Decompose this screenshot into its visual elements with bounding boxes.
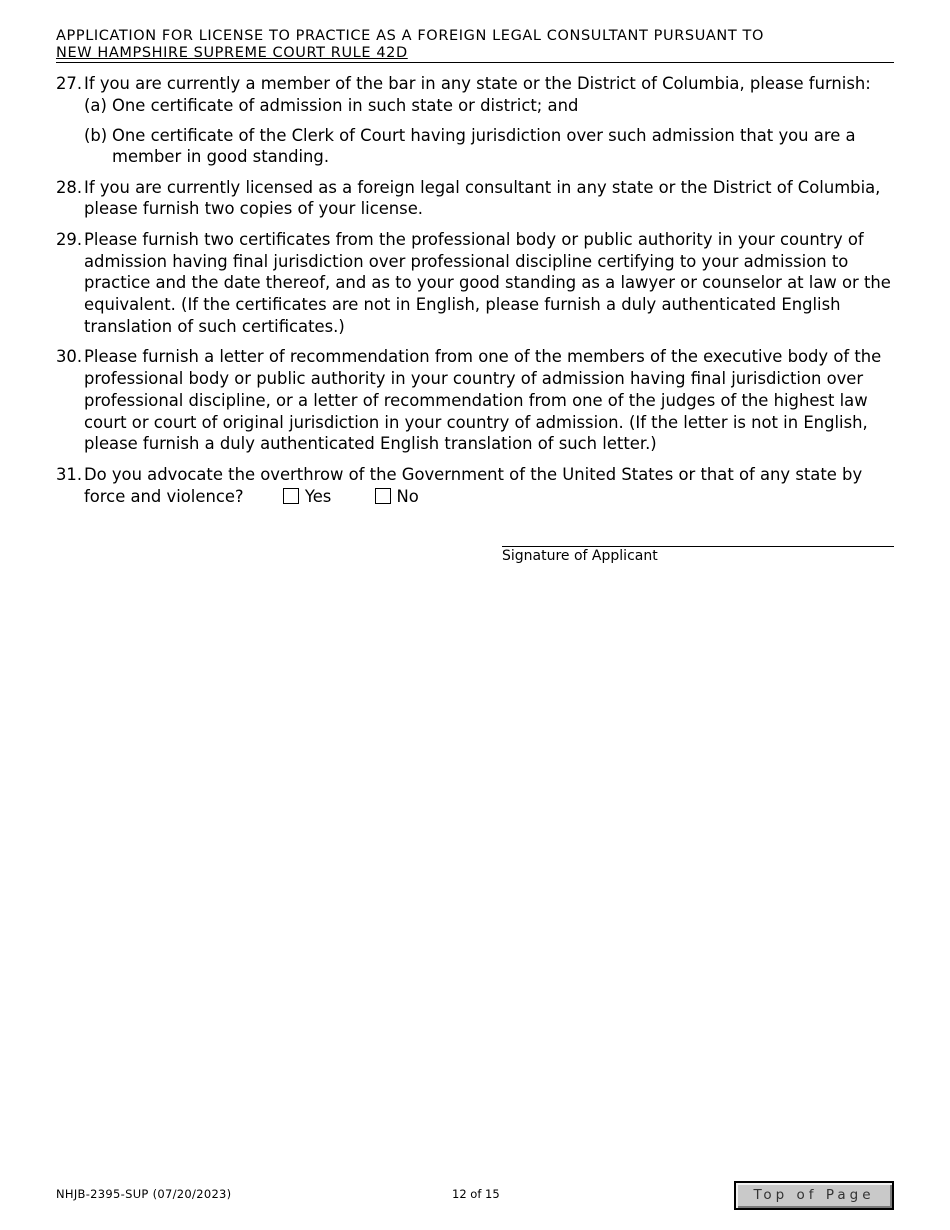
header-title-line2: NEW HAMPSHIRE SUPREME COURT RULE 42D (56, 45, 408, 61)
no-checkbox[interactable] (375, 488, 391, 504)
question-31 (56, 464, 894, 508)
form-header (56, 28, 894, 62)
subitem-a (84, 95, 894, 117)
question-text: If you are currently licensed as a foreign legal consultant in any state or the District of Columbia, please furnish two copies of your license. (84, 177, 881, 219)
option-no (375, 486, 419, 508)
question-text: Please furnish a letter of recommendation from one of the members of the executive body of the professional body or public authority in your country of admission having final jurisdiction over professional discipline, or a letter of recommendation from one of the judges of the highest law court or court of original jurisdiction in your country of admission. (If the letter is not in English, please furnish a duly authenticated English translation of such letter.) (84, 347, 882, 454)
question-29 (56, 229, 894, 338)
signature-line[interactable] (502, 546, 894, 547)
question-number: 29. (56, 229, 83, 249)
question-number: 31. (56, 464, 83, 484)
question-text: Do you advocate the overthrow of the Government of the United States or that of any state by force and violence? (84, 464, 863, 506)
question-text: Please furnish two certificates from the professional body or public authority in your country of admission having final jurisdiction over professional discipline certifying to your admission to practice and the date thereof, and as to your good standing as a lawyer or counselor at law or the equivalent. (If the certificates are not in English, please furnish a duly authenticated English translation of such certificates.) (84, 229, 891, 336)
subitem-b (84, 125, 894, 169)
question-text: If you are currently a member of the bar in any state or the District of Columbia, please furnish: (84, 74, 871, 93)
question-27 (56, 73, 894, 168)
yes-label: Yes (304, 486, 332, 506)
question-list (56, 73, 894, 516)
option-yes (283, 486, 331, 508)
question-30 (56, 346, 894, 455)
subitem-label: (b) (84, 125, 108, 145)
header-divider (56, 62, 894, 63)
signature-label: Signature of Applicant (502, 548, 658, 564)
question-number: 30. (56, 347, 83, 367)
no-label: No (396, 486, 419, 506)
question-number: 28. (56, 177, 83, 197)
top-of-page-button[interactable]: Top of Page (734, 1181, 894, 1210)
page-number: 12 of 15 (452, 1187, 500, 1201)
question-number: 27. (56, 74, 83, 93)
subitem-label: (a) (84, 95, 107, 115)
subitem-text: One certificate of admission in such state or district; and (112, 95, 579, 115)
subitem-text: One certificate of the Clerk of Court having jurisdiction over such admission that you are a member in good standing. (112, 125, 856, 167)
question-28 (56, 177, 894, 221)
yes-checkbox[interactable] (283, 488, 299, 504)
header-title-line1: APPLICATION FOR LICENSE TO PRACTICE AS A FOREIGN LEGAL CONSULTANT PURSUANT TO (56, 28, 765, 44)
form-id: NHJB-2395-SUP (07/20/2023) (56, 1187, 232, 1201)
